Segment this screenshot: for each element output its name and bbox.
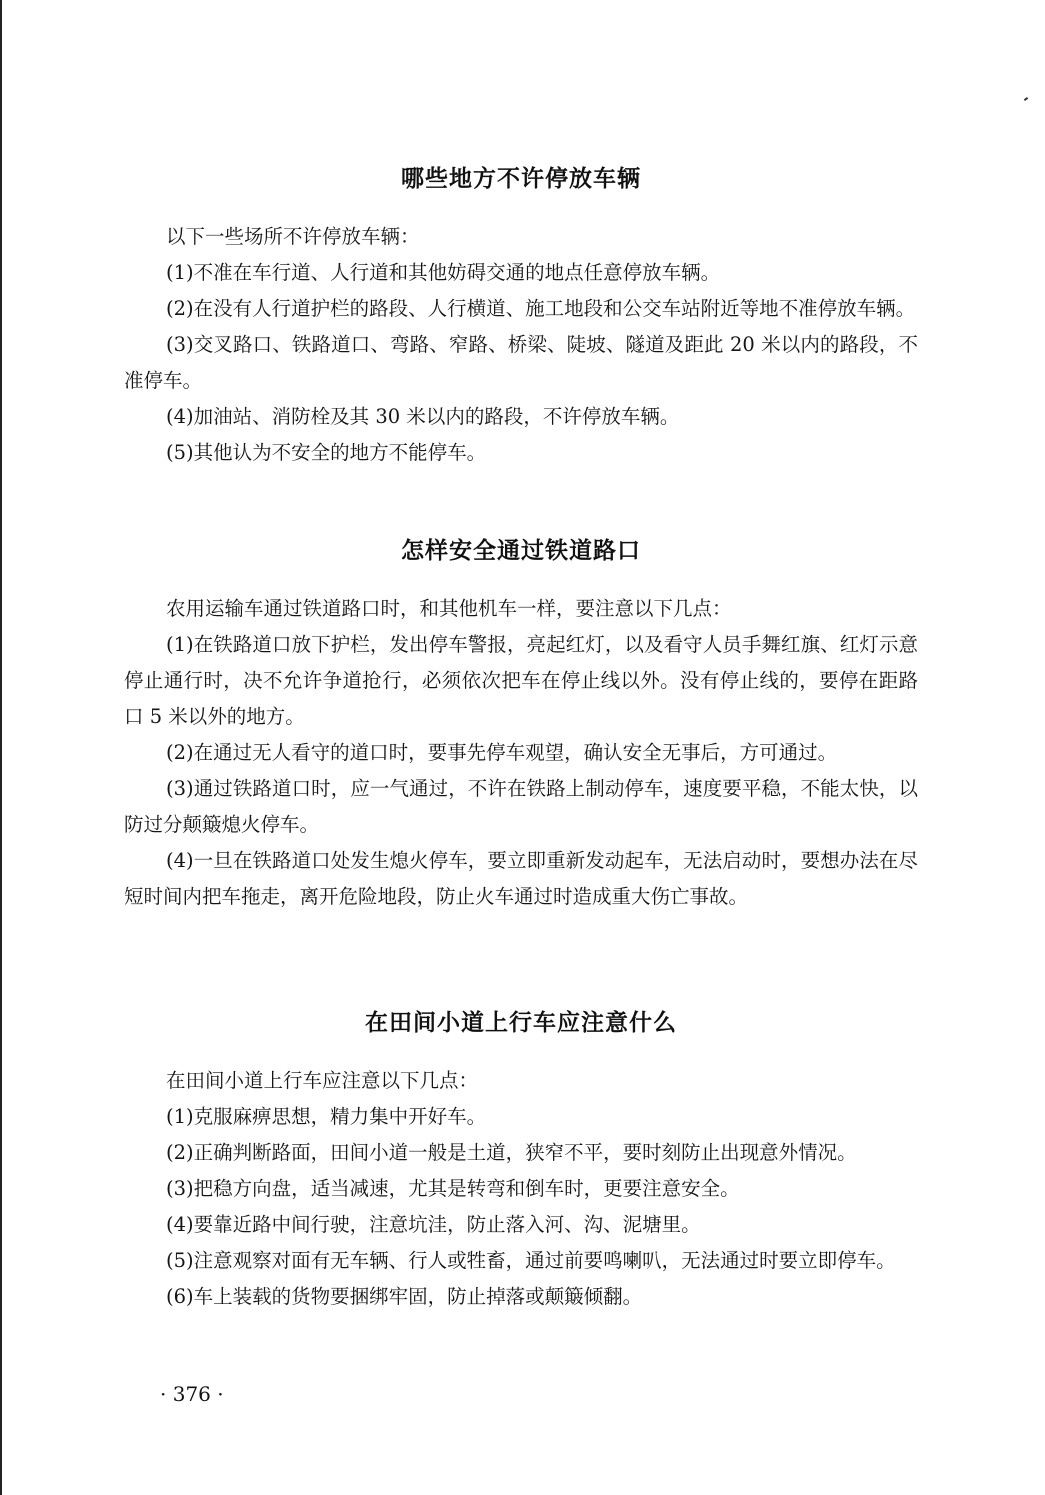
paragraph: (2)在没有人行道护栏的路段、人行横道、施工地段和公交车站附近等地不准停放车辆。	[166, 297, 916, 320]
paragraph: (1)克服麻痹思想，精力集中开好车。	[166, 1105, 487, 1128]
paragraph: 以下一些场所不许停放车辆：	[166, 225, 420, 248]
section-heading: 哪些地方不许停放车辆	[401, 166, 641, 192]
paragraph: (5)注意观察对面有无车辆、行人或牲畜，通过前要鸣喇叭，无法通过时要立即停车。	[166, 1249, 896, 1272]
paragraph: (4)一旦在铁路道口处发生熄火停车，要立即重新发动起车，无法启动时，要想办法在尽短时间内把车拖走，离开危险地段，防止火车通过时造成重大伤亡事故。	[124, 849, 918, 908]
paragraph: 在田间小道上行车应注意以下几点：	[166, 1069, 479, 1092]
paragraph: (2)正确判断路面，田间小道一般是土道，狭窄不平，要时刻防止出现意外情况。	[166, 1141, 857, 1164]
section-heading: 怎样安全通过铁道路口	[401, 538, 641, 564]
section-field-road-driving	[124, 1004, 918, 1315]
section-railway-crossing	[124, 532, 918, 915]
section-heading: 在田间小道上行车应注意什么	[365, 1010, 677, 1036]
paragraph: (5)其他认为不安全的地方不能停车。	[166, 441, 487, 464]
paragraph: 农用运输车通过铁道路口时，和其他机车一样，要注意以下几点：	[166, 597, 732, 620]
page-number: · 376 ·	[160, 1382, 224, 1406]
scan-mark	[1024, 97, 1028, 101]
paragraph: (4)加油站、消防栓及其 30 米以内的路段，不许停放车辆。	[166, 405, 680, 428]
section-no-parking	[124, 160, 918, 471]
paragraph: (3)交叉路口、铁路道口、弯路、窄路、桥梁、陡坡、隧道及距此 20 米以内的路段，不准停车。	[124, 333, 918, 392]
page-edge-line	[0, 0, 2, 1495]
paragraph: (3)把稳方向盘，适当减速，尤其是转弯和倒车时，更要注意安全。	[166, 1177, 740, 1200]
paragraph: (1)不准在车行道、人行道和其他妨碍交通的地点任意停放车辆。	[166, 261, 721, 284]
paragraph: (1)在铁路道口放下护栏，发出停车警报，亮起红灯，以及看守人员手舞红旗、红灯示意停止通行时，决不允许争道抢行，必须依次把车在停止线以外。没有停止线的，要停在距路口 5 米以外的地方。	[124, 633, 918, 728]
paragraph: (6)车上装载的货物要捆绑牢固，防止掉落或颠簸倾翻。	[166, 1285, 643, 1308]
paragraph: (2)在通过无人看守的道口时，要事先停车观望，确认安全无事后，方可通过。	[166, 741, 838, 764]
paragraph: (4)要靠近路中间行驶，注意坑洼，防止落入河、沟、泥塘里。	[166, 1213, 701, 1236]
paragraph: (3)通过铁路道口时，应一气通过，不许在铁路上制动停车，速度要平稳，不能太快，以防过分颠簸熄火停车。	[124, 777, 918, 836]
